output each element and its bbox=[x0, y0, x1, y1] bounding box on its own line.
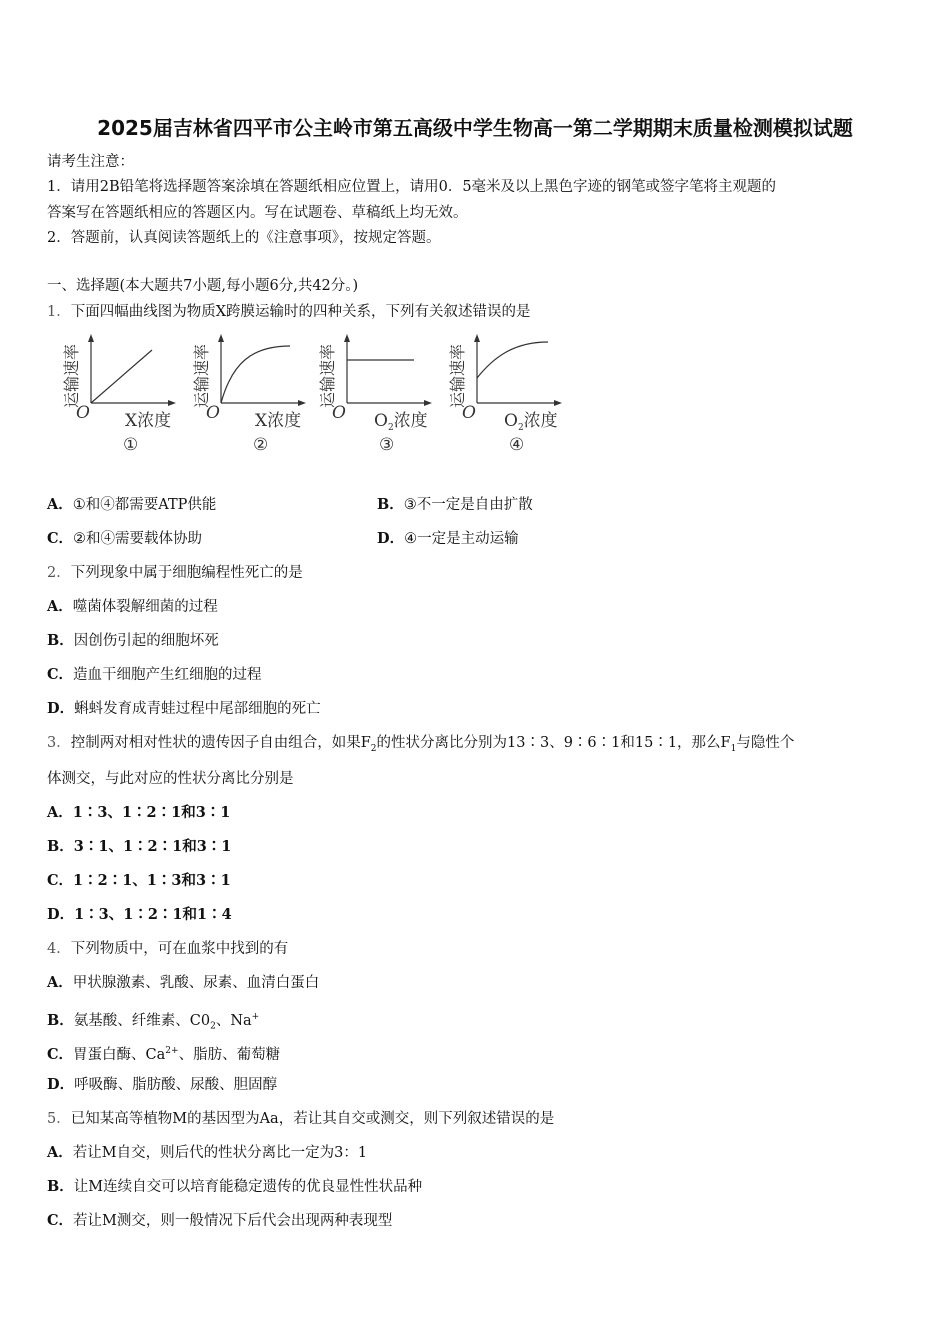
graph-origin: O bbox=[462, 403, 476, 423]
option-A[interactable]: A．①和④都需要ATP供能 bbox=[47, 496, 217, 513]
question-5-stem: 5．已知某高等植物M的基因型为Aa，若让其自交或测交，则下列叙述错误的是 bbox=[47, 1111, 555, 1127]
question-3-stem: 3．控制两对相对性状的遗传因子自由组合，如果$F_2$的性状分离比分别为13∶3、9∶6∶1和15∶1，那么$F_1$与隐性个 bbox=[47, 735, 795, 754]
option-A[interactable]: A．若让M自交，则后代的性状分离比一定为3：1 bbox=[47, 1144, 368, 1161]
option-C[interactable]: C．胃蛋白酶、$Ca^{2+}$、脂肪、葡萄糖 bbox=[47, 1045, 281, 1063]
option-B[interactable]: B．氨基酸、纤维素、$C0_2$、Na+ bbox=[47, 1011, 260, 1032]
graph-2 bbox=[192, 328, 322, 462]
graph-number: ① bbox=[123, 435, 139, 455]
option-C[interactable]: C．若让M测交，则一般情况下后代会出现两种表现型 bbox=[47, 1212, 393, 1229]
question-1-stem: 1．下面四幅曲线图为物质X跨膜运输时的四种关系，下列有关叙述错误的是 bbox=[47, 304, 531, 320]
graph-ylabel: 运输速率 bbox=[448, 343, 467, 408]
question-number: 1． bbox=[47, 304, 71, 320]
option-A[interactable]: A．甲状腺激素、乳酸、尿素、血清白蛋白 bbox=[47, 974, 320, 991]
option-A[interactable]: A．噬菌体裂解细菌的过程 bbox=[47, 598, 218, 615]
option-B[interactable]: B．因创伤引起的细胞坏死 bbox=[47, 632, 219, 649]
graph-4 bbox=[448, 328, 578, 462]
graph-origin: O bbox=[76, 403, 90, 423]
graph-origin: O bbox=[206, 403, 220, 423]
option-B[interactable]: B．让M连续自交可以培育能稳定遗传的优良显性性状品种 bbox=[47, 1178, 423, 1195]
graph-3 bbox=[318, 328, 448, 462]
question-4-stem: 4．下列物质中，可在血浆中找到的有 bbox=[47, 941, 289, 957]
option-D[interactable]: D．呼吸酶、脂肪酸、尿酸、胆固醇 bbox=[47, 1076, 278, 1093]
curve-saturate bbox=[221, 346, 290, 403]
graph-number: ③ bbox=[379, 435, 395, 455]
question-3-stem-cont: 体测交，与此对应的性状分离比分别是 bbox=[47, 771, 294, 787]
graph-number: ④ bbox=[509, 435, 525, 455]
page-title: 2025届吉林省四平市公主岭市第五高级中学生物高一第二学期期末质量检测模拟试题 bbox=[97, 116, 853, 140]
curve-offset-saturate bbox=[477, 342, 548, 378]
graph-ylabel: 运输速率 bbox=[192, 343, 211, 408]
graph-xlabel: X浓度 bbox=[125, 411, 172, 431]
option-A[interactable]: A．1∶3、1∶2∶1和3∶1 bbox=[47, 804, 231, 821]
graph-xlabel: $O_2$浓度 bbox=[504, 411, 558, 433]
option-D[interactable]: D．1∶3、1∶2∶1和1∶4 bbox=[47, 906, 232, 923]
option-D[interactable]: D．④一定是主动运输 bbox=[377, 530, 519, 547]
notice-line-2: 2．答题前，认真阅读答题纸上的《注意事项》，按规定答题。 bbox=[47, 230, 441, 246]
graph-ylabel: 运输速率 bbox=[318, 343, 337, 408]
graph-number: ② bbox=[253, 435, 269, 455]
notice-line-1b: 答案写在答题纸相应的答题区内。写在试题卷、草稿纸上均无效。 bbox=[47, 205, 468, 221]
graph-ylabel: 运输速率 bbox=[62, 343, 81, 408]
graph-1 bbox=[62, 328, 192, 462]
notice-heading: 请考生注意： bbox=[47, 154, 134, 170]
graph-xlabel: $O_2$浓度 bbox=[374, 411, 428, 433]
curve-linear bbox=[91, 350, 152, 403]
option-C[interactable]: C．②和④需要载体协助 bbox=[47, 530, 203, 547]
option-C[interactable]: C．1∶2∶1、1∶3和3∶1 bbox=[47, 872, 231, 889]
notice-line-1a: 1．请用2B铅笔将选择题答案涂填在答题纸相应位置上，请用0．5毫米及以上黑色字迹的钢笔或签字笔将主观题的 bbox=[47, 179, 777, 195]
option-B[interactable]: B．3∶1、1∶2∶1和3∶1 bbox=[47, 838, 232, 855]
section-heading: 一、选择题(本大题共7小题,每小题6分,共42分。) bbox=[47, 278, 359, 294]
question-2-stem: 2．下列现象中属于细胞编程性死亡的是 bbox=[47, 565, 303, 581]
option-C[interactable]: C．造血干细胞产生红细胞的过程 bbox=[47, 666, 262, 683]
option-D[interactable]: D．蝌蚪发育成青蛙过程中尾部细胞的死亡 bbox=[47, 700, 321, 717]
graph-origin: O bbox=[332, 403, 346, 423]
graph-xlabel: X浓度 bbox=[255, 411, 302, 431]
option-B[interactable]: B．③不一定是自由扩散 bbox=[377, 496, 533, 513]
